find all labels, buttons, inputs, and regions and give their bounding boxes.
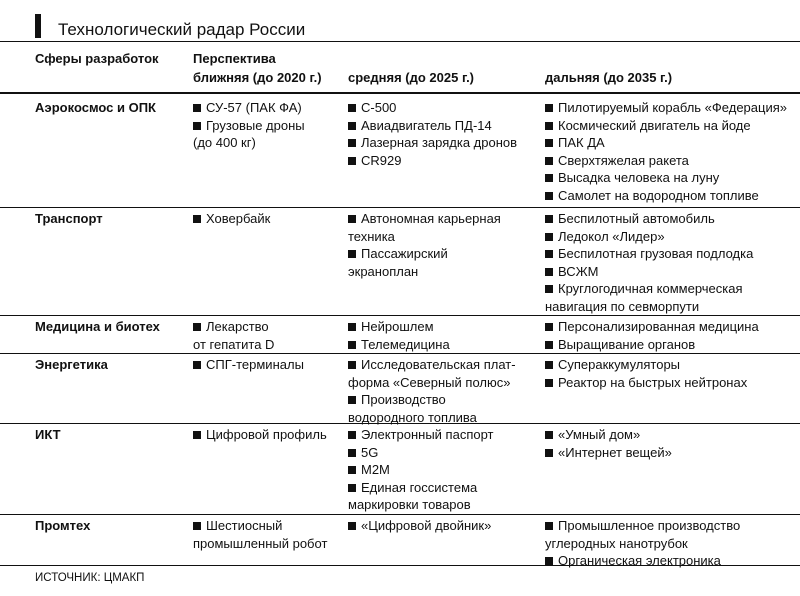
header-perspective: Перспектива — [193, 51, 276, 66]
item-text: Лекарство — [206, 319, 269, 334]
item-text: Пассажирский — [361, 246, 448, 261]
item-line — [348, 356, 543, 374]
row-category: Энергетика — [35, 357, 108, 372]
list-item — [545, 444, 795, 462]
item-line — [348, 426, 543, 444]
item-line — [348, 117, 543, 135]
item-text: Высадка человека на луну — [558, 170, 720, 185]
bullet-square-icon — [348, 250, 356, 258]
list-item — [348, 517, 543, 535]
cell-mid — [348, 356, 543, 426]
bullet-square-icon — [545, 522, 553, 530]
item-line — [545, 210, 795, 228]
item-text: Самолет на водородном топливе — [558, 187, 759, 203]
bullet-square-icon — [545, 233, 553, 241]
cell-near — [193, 517, 343, 552]
item-text: Пилотируемый корабль «Федерация» — [558, 100, 787, 115]
list-item — [545, 169, 795, 187]
list-item — [348, 444, 543, 462]
cell-mid — [348, 210, 543, 280]
list-item — [545, 245, 795, 263]
item-text: Телемедицина — [361, 336, 450, 352]
item-line — [348, 461, 543, 479]
page-title: Технологический радар России — [58, 20, 306, 39]
bullet-square-icon — [193, 522, 201, 530]
bullet-square-icon — [545, 431, 553, 439]
bullet-square-icon — [348, 215, 356, 223]
list-item — [193, 517, 343, 552]
item-text: CR929 — [361, 152, 402, 168]
row-divider — [0, 423, 800, 424]
row-category: Аэрокосмос и ОПК — [35, 100, 156, 115]
row-divider — [0, 565, 800, 566]
item-line — [348, 374, 543, 392]
item-line — [545, 99, 795, 117]
item-line — [545, 374, 795, 392]
list-item — [348, 391, 543, 426]
list-item — [545, 426, 795, 444]
list-item — [348, 210, 543, 245]
item-text: от гепатита D — [193, 336, 275, 352]
item-line — [193, 517, 343, 535]
list-item — [348, 336, 543, 354]
list-item — [348, 318, 543, 336]
item-text: Выращивание органов — [558, 336, 696, 352]
list-item — [545, 99, 795, 117]
cell-far — [545, 426, 795, 461]
item-text: маркировки товаров — [348, 497, 471, 512]
bullet-square-icon — [193, 361, 201, 369]
item-line — [348, 99, 543, 117]
item-line — [348, 228, 543, 246]
item-text: Электронный паспорт — [361, 427, 494, 442]
item-line — [545, 228, 795, 246]
item-line — [193, 134, 343, 152]
list-item — [348, 99, 543, 117]
bullet-square-icon — [545, 215, 553, 223]
header-mid: средняя (до 2025 г.) — [348, 70, 475, 85]
bullet-square-icon — [348, 396, 356, 404]
item-text: M2M — [361, 462, 390, 477]
item-line — [348, 245, 543, 263]
item-text: Нейрошлем — [361, 319, 434, 334]
item-line — [193, 210, 343, 228]
item-text: Исследовательская плат- — [361, 357, 516, 372]
bullet-square-icon — [545, 192, 553, 200]
bullet-square-icon — [193, 215, 201, 223]
list-item — [193, 426, 343, 444]
item-text: СПГ-терминалы — [206, 357, 304, 372]
cell-near — [193, 99, 343, 152]
cell-far — [545, 356, 795, 391]
item-text: Ховербайк — [206, 211, 271, 226]
row-divider — [0, 207, 800, 208]
item-text: Персонализированная медицина — [558, 319, 759, 334]
list-item — [348, 117, 543, 135]
cell-near — [193, 210, 343, 228]
bullet-square-icon — [348, 522, 356, 530]
cell-mid — [348, 426, 543, 514]
item-text: Грузовые дроны — [206, 117, 305, 133]
cell-mid — [348, 517, 543, 535]
list-item — [545, 117, 795, 135]
item-text: Промышленное производство — [558, 518, 741, 533]
item-text: «Цифровой двойник» — [361, 518, 492, 533]
bullet-square-icon — [193, 323, 201, 331]
bullet-square-icon — [545, 361, 553, 369]
list-item — [545, 356, 795, 374]
item-line — [193, 426, 343, 444]
list-item — [348, 461, 543, 479]
list-item — [545, 336, 795, 354]
item-text: Единая госсистема — [361, 479, 478, 495]
cell-far — [545, 99, 795, 204]
list-item — [193, 117, 343, 152]
item-text: Беспилотная грузовая подлодка — [558, 246, 754, 261]
cell-far — [545, 318, 795, 353]
item-line — [545, 336, 795, 354]
item-line — [545, 298, 795, 316]
item-text: С-500 — [361, 100, 397, 115]
bullet-square-icon — [348, 104, 356, 112]
bullet-square-icon — [348, 449, 356, 457]
item-line — [193, 318, 343, 336]
item-text: техника — [348, 228, 395, 244]
item-text: водородного топлива — [348, 409, 477, 425]
item-text: (до 400 кг) — [193, 135, 256, 150]
item-text: Шестиосный — [206, 518, 283, 533]
item-line — [545, 245, 795, 263]
item-text: СУ-57 (ПАК ФА) — [206, 100, 302, 115]
row-category: Транспорт — [35, 211, 103, 226]
item-line — [348, 444, 543, 462]
bullet-square-icon — [545, 174, 553, 182]
item-text: Ледокол «Лидер» — [558, 228, 665, 244]
source-note: ИСТОЧНИК: ЦМАКП — [35, 572, 145, 584]
item-text: Суперaккумуляторы — [558, 357, 681, 372]
item-line — [545, 187, 795, 205]
list-item — [545, 210, 795, 228]
list-item — [545, 134, 795, 152]
item-line — [348, 336, 543, 354]
bullet-square-icon — [348, 361, 356, 369]
bullet-square-icon — [193, 431, 201, 439]
item-text: ВСЖМ — [558, 263, 599, 279]
item-line — [348, 152, 543, 170]
list-item — [348, 479, 543, 514]
bullet-square-icon — [545, 139, 553, 147]
list-item — [348, 426, 543, 444]
list-item — [193, 356, 343, 374]
item-line — [193, 117, 343, 135]
bullet-square-icon — [348, 484, 356, 492]
list-item — [193, 99, 343, 117]
bullet-square-icon — [348, 157, 356, 165]
header-near: ближняя (до 2020 г.) — [193, 70, 322, 85]
list-item — [545, 517, 795, 552]
list-item — [545, 187, 795, 205]
item-text: экраноплан — [348, 263, 419, 279]
item-text: Цифровой профиль — [206, 427, 327, 442]
cell-mid — [348, 99, 543, 169]
item-text: Авиадвигатель ПД-14 — [361, 117, 492, 133]
item-line — [545, 535, 795, 553]
item-line — [348, 479, 543, 497]
row-divider — [0, 315, 800, 316]
row-divider — [0, 514, 800, 515]
title-accent-bar — [35, 14, 41, 38]
item-text: углеродных нанотрубок — [545, 535, 688, 551]
bullet-square-icon — [545, 379, 553, 387]
header-far: дальняя (до 2035 г.) — [545, 70, 673, 85]
item-line — [545, 356, 795, 374]
bullet-square-icon — [545, 323, 553, 331]
list-item — [545, 152, 795, 170]
row-divider — [0, 353, 800, 354]
list-item — [193, 210, 343, 228]
item-line — [545, 280, 795, 298]
bullet-square-icon — [193, 122, 201, 130]
item-text: Космический двигатель на йоде — [558, 117, 751, 133]
item-text: Органическая электроника — [558, 553, 721, 568]
item-text: Производство — [361, 392, 446, 407]
bullet-square-icon — [348, 466, 356, 474]
bullet-square-icon — [545, 341, 553, 349]
bullet-square-icon — [545, 122, 553, 130]
cell-near — [193, 426, 343, 444]
item-line — [348, 318, 543, 336]
item-text: промышленный робот — [193, 535, 328, 551]
bullet-square-icon — [348, 341, 356, 349]
cell-far — [545, 517, 795, 570]
bullet-square-icon — [545, 104, 553, 112]
bullet-square-icon — [193, 104, 201, 112]
item-line — [348, 517, 543, 535]
header-spheres: Сферы разработок — [35, 51, 159, 66]
item-line — [545, 318, 795, 336]
item-line — [545, 444, 795, 462]
item-line — [348, 391, 543, 409]
bullet-square-icon — [348, 431, 356, 439]
list-item — [348, 134, 543, 152]
item-line — [545, 169, 795, 187]
item-text: Круглогодичная коммерческая — [558, 281, 743, 296]
item-line — [348, 134, 543, 152]
item-line — [193, 535, 343, 553]
list-item — [348, 356, 543, 391]
bullet-square-icon — [348, 122, 356, 130]
list-item — [545, 318, 795, 336]
cell-mid — [348, 318, 543, 353]
item-text: Реактор на быстрых нейтронах — [558, 374, 748, 390]
item-text: «Умный дом» — [558, 427, 641, 442]
bullet-square-icon — [545, 250, 553, 258]
bullet-square-icon — [545, 557, 553, 565]
item-text: «Интернет вещей» — [558, 444, 672, 460]
item-text: Сверхтяжелая ракета — [558, 152, 689, 168]
item-text: ПАК ДА — [558, 135, 605, 150]
row-category: Медицина и биотех — [35, 319, 160, 334]
item-text: навигация по севморпути — [545, 298, 700, 314]
item-line — [193, 99, 343, 117]
item-line — [545, 152, 795, 170]
item-line — [545, 517, 795, 535]
item-text: Автономная карьерная — [361, 211, 501, 226]
bullet-square-icon — [545, 268, 553, 276]
row-category: Промтех — [35, 518, 91, 533]
list-item — [545, 263, 795, 281]
bullet-square-icon — [348, 139, 356, 147]
bullet-square-icon — [545, 449, 553, 457]
item-line — [348, 496, 543, 514]
item-line — [545, 117, 795, 135]
item-text: 5G — [361, 444, 379, 460]
item-line — [193, 356, 343, 374]
item-line — [545, 426, 795, 444]
cell-far — [545, 210, 795, 315]
bullet-square-icon — [545, 285, 553, 293]
divider — [0, 41, 800, 42]
list-item — [545, 552, 795, 570]
item-text: Лазерная зарядка дронов — [361, 135, 518, 150]
item-line — [348, 210, 543, 228]
row-category: ИКТ — [35, 427, 61, 442]
item-text: Беспилотный автомобиль — [558, 211, 715, 226]
item-line — [545, 134, 795, 152]
item-line — [545, 552, 795, 570]
list-item — [545, 374, 795, 392]
item-text: форма «Северный полюс» — [348, 374, 511, 390]
list-item — [545, 228, 795, 246]
item-line — [193, 336, 343, 354]
bullet-square-icon — [348, 323, 356, 331]
bullet-square-icon — [545, 157, 553, 165]
item-line — [348, 263, 543, 281]
header-divider — [0, 92, 800, 94]
list-item — [348, 245, 543, 280]
list-item — [348, 152, 543, 170]
item-line — [545, 263, 795, 281]
list-item — [545, 280, 795, 315]
list-item — [193, 318, 343, 353]
cell-near — [193, 318, 343, 353]
cell-near — [193, 356, 343, 374]
